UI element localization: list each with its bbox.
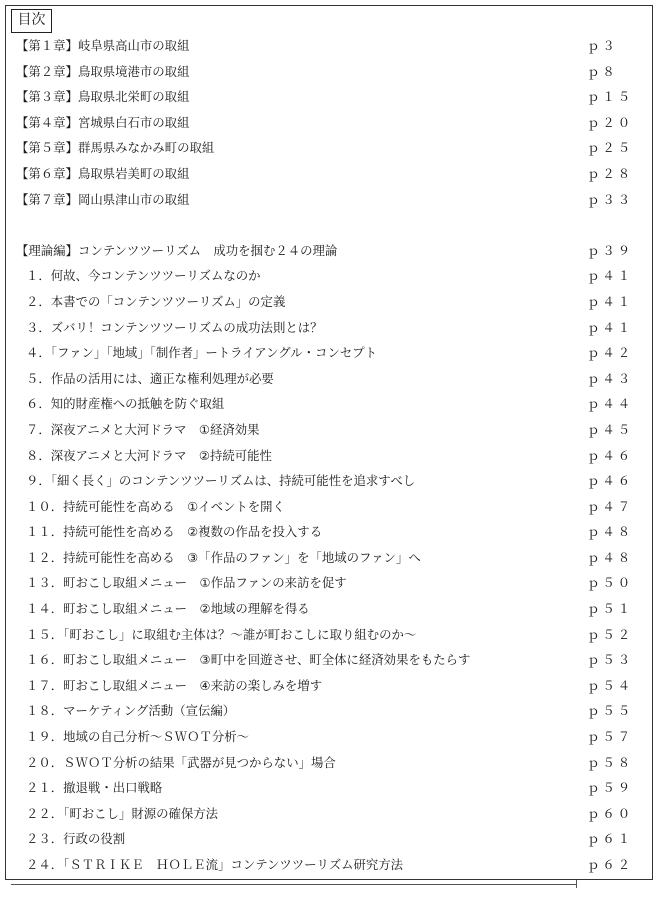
section-row	[0, 724, 662, 750]
theory-title: 【理論編】コンテンツツーリズム 成功を掴む２４の理論	[16, 242, 338, 258]
section-page: ｐ４８	[587, 524, 634, 540]
section-row	[0, 622, 662, 648]
section-page: ｐ４１	[587, 293, 634, 309]
section-row	[0, 570, 662, 596]
section-row	[0, 647, 662, 673]
section-row	[0, 852, 662, 878]
chapter-title: 【第２章】鳥取県境港市の取組	[16, 63, 190, 79]
bottom-rule-tick	[576, 880, 577, 888]
section-title: ７．深夜アニメと大河ドラマ ①経済効果	[26, 421, 260, 437]
section-row	[0, 826, 662, 852]
theory-row	[0, 238, 662, 264]
section-page: ｐ５７	[587, 729, 634, 745]
section-title: ６．知的財産権への抵触を防ぐ取組	[26, 396, 225, 412]
section-title: ３．ズバリ！コンテンツツーリズムの成功法則とは？	[26, 319, 323, 335]
section-title: ２０．ＳＷＯＴ分析の結果「武器が見つからない」場合	[26, 754, 336, 770]
section-title: ８．深夜アニメと大河ドラマ ②持続可能性	[26, 447, 272, 463]
section-page: ｐ６２	[587, 857, 634, 872]
section-title: ２．本書での「コンテンツツーリズム」の定義	[26, 293, 286, 309]
section-page: ｐ５３	[587, 652, 634, 668]
chapter-row	[0, 161, 662, 187]
chapter-row	[0, 110, 662, 136]
toc-heading: 目次	[11, 9, 52, 33]
section-row	[0, 750, 662, 776]
section-title: １５．「町おこし」に取組む主体は？～誰が町おこしに取り組むのか～	[26, 626, 417, 642]
chapter-page: ｐ８	[587, 63, 618, 79]
section-title: １１．持続可能性を高める ②複数の作品を投入する	[26, 524, 323, 540]
bottom-rule	[11, 884, 577, 885]
section-row	[0, 391, 662, 417]
section-page: ｐ４８	[587, 549, 634, 565]
section-title: ４．「ファン」「地域」「制作者」ートライアングル・コンセプト	[26, 345, 378, 361]
section-page: ｐ４１	[587, 268, 634, 284]
section-row	[0, 673, 662, 699]
chapter-row	[0, 187, 662, 213]
toc-list	[0, 33, 662, 878]
chapter-page: ｐ３３	[587, 191, 634, 207]
section-page: ｐ４６	[587, 473, 634, 489]
chapter-row	[0, 33, 662, 59]
section-title: ２２．「町おこし」財源の確保方法	[26, 805, 219, 821]
section-title: ５．作品の活用には、適正な権利処理が必要	[26, 370, 274, 386]
section-title: ９．「細く長く」のコンテンツツーリズムは、持続可能性を追求すべし	[26, 473, 416, 489]
section-row	[0, 545, 662, 571]
section-page: ｐ５４	[587, 677, 634, 693]
section-title: ２１．撤退戦・出口戦略	[26, 780, 163, 796]
section-page: ｐ６１	[587, 831, 634, 847]
chapter-page: ｐ１５	[587, 89, 634, 105]
section-page: ｐ４７	[587, 498, 634, 514]
chapter-row	[0, 84, 662, 110]
section-title: １６．町おこし取組メニュー ③町中を回遊させ、町全体に経済効果をもたらす	[26, 652, 471, 668]
section-title: １３．町おこし取組メニュー ①作品ファンの来訪を促す	[26, 575, 347, 591]
chapter-row	[0, 135, 662, 161]
section-row	[0, 494, 662, 520]
section-row	[0, 263, 662, 289]
section-page: ｐ５９	[587, 780, 634, 796]
chapter-title: 【第５章】群馬県みなかみ町の取組	[16, 140, 215, 156]
section-row	[0, 443, 662, 469]
chapter-title: 【第６章】鳥取県岩美町の取組	[16, 165, 190, 181]
section-page: ｐ５２	[587, 626, 634, 642]
section-page: ｐ５１	[587, 601, 634, 617]
section-title: １２．持続可能性を高める ③「作品のファン」を「地域のファン」へ	[26, 549, 421, 565]
chapter-row	[0, 59, 662, 85]
section-title: １０．持続可能性を高める ①イベントを開く	[26, 498, 285, 514]
section-page: ｐ５８	[587, 754, 634, 770]
chapter-page: ｐ３	[587, 38, 618, 53]
section-page: ｐ５０	[587, 575, 634, 591]
blank-line	[0, 212, 662, 238]
section-page: ｐ４６	[587, 447, 634, 463]
section-page: ｐ６０	[587, 805, 634, 821]
section-page: ｐ４５	[587, 421, 634, 437]
section-page: ｐ４２	[587, 345, 634, 361]
section-row	[0, 289, 662, 315]
chapter-page: ｐ２８	[587, 165, 634, 181]
section-row	[0, 596, 662, 622]
section-title: １９．地域の自己分析～ＳＷＯＴ分析～	[26, 729, 250, 745]
chapter-title: 【第７章】岡山県津山市の取組	[16, 191, 190, 207]
section-title: １７．町おこし取組メニュー ④来訪の楽しみを増す	[26, 677, 323, 693]
section-title: ２３．行政の役割	[26, 831, 126, 847]
chapter-page: ｐ２０	[587, 114, 634, 130]
section-row	[0, 468, 662, 494]
section-title: １．何故、今コンテンツツーリズムなのか	[26, 268, 261, 284]
section-row	[0, 801, 662, 827]
chapter-title: 【第１章】岐阜県高山市の取組	[16, 38, 190, 53]
section-row	[0, 417, 662, 443]
section-row	[0, 519, 662, 545]
section-page: ｐ４３	[587, 370, 634, 386]
section-row	[0, 698, 662, 724]
section-row	[0, 366, 662, 392]
chapter-title: 【第４章】宮城県白石市の取組	[16, 114, 190, 130]
section-title: １８．マーケティング活動（宣伝編）	[26, 703, 236, 719]
section-title: １４．町おこし取組メニュー ②地域の理解を得る	[26, 601, 310, 617]
section-row	[0, 315, 662, 341]
chapter-title: 【第３章】鳥取県北栄町の取組	[16, 89, 190, 105]
section-row	[0, 340, 662, 366]
section-page: ｐ４１	[587, 319, 634, 335]
section-page: ｐ４４	[587, 396, 634, 412]
section-page: ｐ５５	[587, 703, 634, 719]
section-title: ２４．「ＳＴＲＩＫＥ ＨＯＬＥ流」コンテンツツーリズム研究方法	[26, 857, 404, 872]
chapter-page: ｐ２５	[587, 140, 634, 156]
theory-page: ｐ３９	[587, 242, 634, 258]
section-row	[0, 775, 662, 801]
